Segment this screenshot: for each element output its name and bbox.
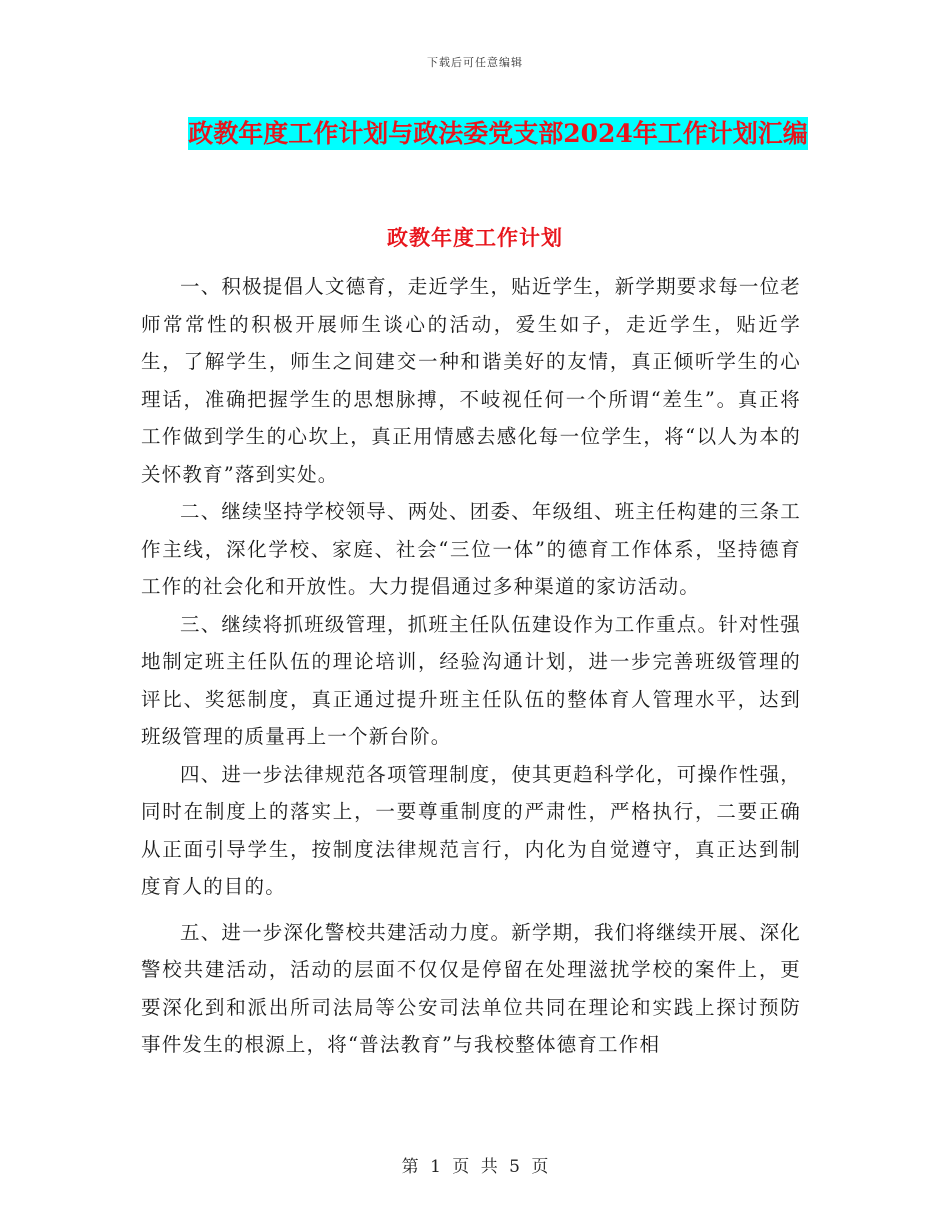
paragraph-1: 一、积极提倡人文德育，走近学生，贴近学生，新学期要求每一位老师常常性的积极开展师生谈心的活动，爱生如子，走近学生，贴近学生，了解学生，师生之间建交一种和谐美好的友情，真正倾听学生的心理话，准确把握学生的思想脉搏，不岐视任何一个所谓“差生”。真正将工作做到学生的心坎上，真正用情感去感化每一位学生，将“以人为本的关怀教育”落到实处。 xyxy=(141,275,802,486)
paragraph-3: 三、继续将抓班级管理，抓班主任队伍建设作为工作重点。针对性强地制定班主任队伍的理论培训，经验沟通计划，进一步完善班级管理的评比、奖惩制度，真正通过提升班主任队伍的整体育人管理水平，达到班级管理的质量再上一个新台阶。 xyxy=(141,612,802,748)
section-title: 政教年度工作计划 xyxy=(387,225,563,250)
page-number: 第 1 页 共 5 页 xyxy=(401,1157,549,1177)
document-body xyxy=(141,268,801,1064)
paragraph-2: 二、继续坚持学校领导、两处、团委、年级组、班主任构建的三条工作主线，深化学校、家庭、社会“三位一体”的德育工作体系，坚持德育工作的社会化和开放性。大力提倡通过多种渠道的家访活动。 xyxy=(141,500,802,598)
paragraph-5: 五、进一步深化警校共建活动力度。新学期，我们将继续开展、深化警校共建活动，活动的层面不仅仅是停留在处理滋扰学校的案件上，更要深化到和派出所司法局等公安司法单位共同在理论和实践上探讨预防事件发生的根源上，将“普法教育”与我校整体德育工作相 xyxy=(141,920,802,1056)
document-title-text: 政教年度工作计划与政法委党支部2024年工作计划汇编 xyxy=(188,119,808,148)
document-title xyxy=(188,112,808,156)
paragraph-4: 四、进一步法律规范各项管理制度，使其更趋科学化，可操作性强，同时在制度上的落实上，一要尊重制度的严肃性，严格执行，二要正确从正面引导学生，按制度法律规范言行，内化为自觉遵守，真正达到制度育人的目的。 xyxy=(141,762,802,898)
page-header-note: 下载后可任意编辑 xyxy=(427,56,523,69)
